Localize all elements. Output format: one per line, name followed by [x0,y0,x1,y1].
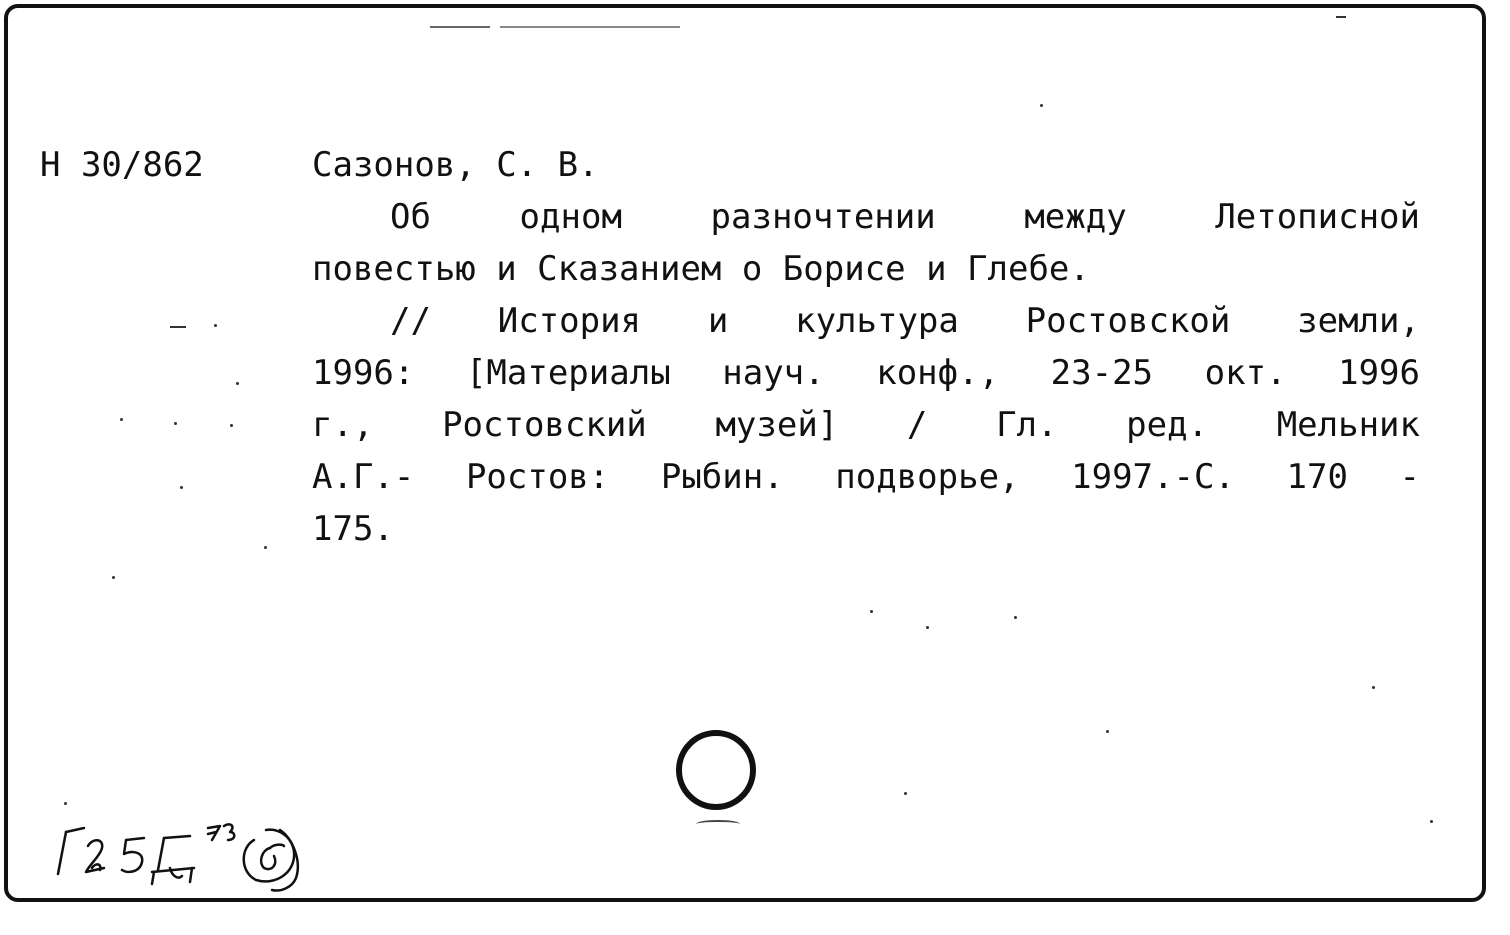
source-line-5: 175. [312,509,394,549]
scan-artifact [64,802,67,805]
scan-artifact [1430,820,1433,823]
scan-artifact [214,324,217,327]
scan-artifact [230,424,233,427]
title-line-1: Об одном разночтении между Летописной [390,197,1420,237]
source-line-3: г., Ростовский музей] / Гл. ред. Мельник [312,405,1420,445]
scan-artifact [1372,686,1375,689]
scan-artifact [120,418,123,421]
scan-artifact [236,382,239,385]
scan-artifact [174,422,177,425]
scan-artifact [430,26,490,28]
punch-hole [676,730,756,810]
scan-artifact [926,626,929,629]
shelfmark: Н 30/862 [40,145,204,185]
source-line-1: // История и культура Ростовской земли, [390,301,1420,341]
scan-artifact [1040,104,1043,107]
scan-artifact [1106,730,1109,733]
scan-artifact [180,486,183,489]
source-line-2: 1996: [Материалы науч. конф., 23-25 окт. 1996 [312,353,1420,393]
title-line-2: повестью и Сказанием о Борисе и Глебе. [312,249,1090,289]
scan-artifact [1336,16,1346,18]
scan-artifact [170,326,186,328]
handwritten-classification-mark [44,810,384,900]
punch-hole-shadow [696,820,740,828]
scan-artifact [1014,616,1017,619]
author-heading: Сазонов, С. В. [312,145,599,185]
scan-artifact [870,610,873,613]
bibliographic-record [312,139,1420,555]
scan-artifact [112,576,115,579]
scan-artifact [500,26,680,28]
scan-artifact [264,546,267,549]
source-line-4: А.Г.- Ростов: Рыбин. подворье, 1997.-С. 170 - [312,457,1420,497]
scan-artifact [904,792,907,795]
